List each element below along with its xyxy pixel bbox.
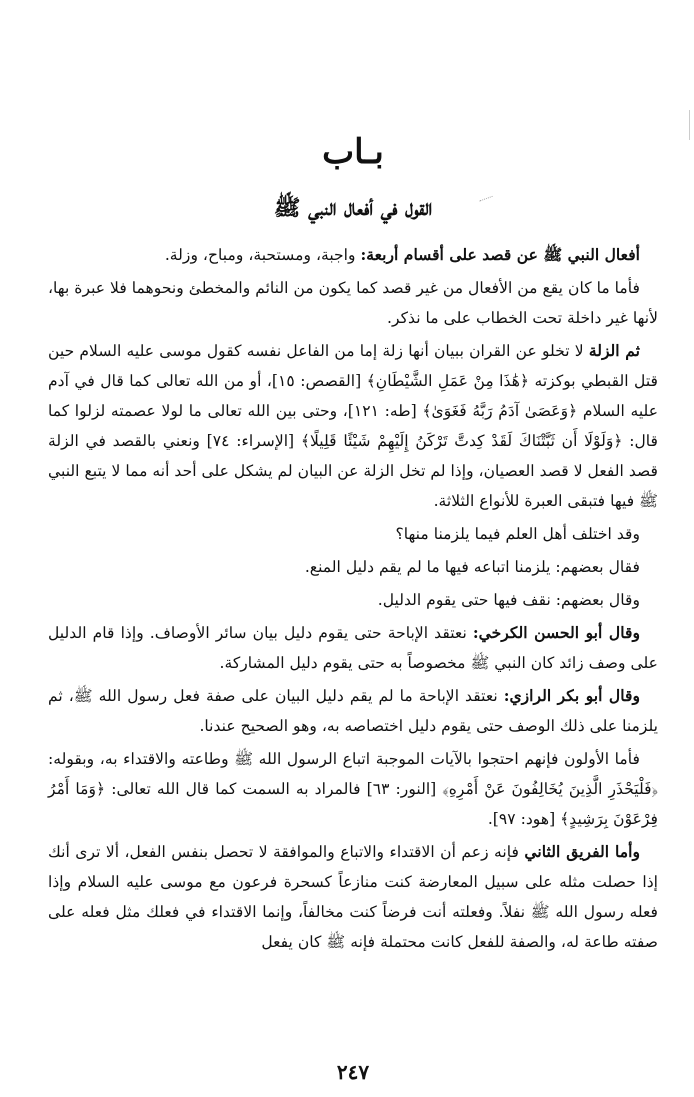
paragraph-text: نعتقد الإباحة ما لم يقم دليل البيان على صفة فعل رسول الله ﷺ، ثم يلزمنا على ذلك الوصف حتى يقوم دليل اختصاصه به، وهو الصحيح عندنا.: [48, 687, 658, 735]
chapter-title: بـاب: [322, 132, 384, 172]
paragraph-text: فأما ما كان يقع من الأفعال من غير قصد كما يكون من النائم والمخطئ ونحوهما فلا عبرة بها، لأنها غير داخلة تحت الخطاب على ما نذكر.: [48, 279, 658, 327]
paragraph-lead: وقال أبو بكر الرازي:: [503, 686, 640, 705]
page-number: ٢٤٧: [336, 1060, 370, 1084]
paragraph-text: وقال بعضهم: نقف فيها حتى يقوم الدليل.: [377, 591, 640, 609]
paragraph-text: لا تخلو عن القران ببيان أنها زلة إما من الفاعل نفسه كقول موسى عليه السلام حين قتل القبطي بوكزته ﴿هَٰذَا مِنْ عَمَلِ الشَّيْطَانِ﴾ [القصص: ١٥]، أو من الله تعالى كما قال في آدم عليه السلام ﴿وَعَصَىٰ آدَمُ رَبَّهُ فَغَوَىٰ﴾ [طه: ١٢١]، وحتى بين الله تعالى ما لولا عصمته لزلوا كما قال: ﴿وَلَوْلَا أَن ثَبَّتْنَاكَ لَقَدْ كِدتَّ تَرْكَنُ إِلَيْهِمْ شَيْئًا قَلِيلًا﴾ [الإسراء: ٧٤] ونعني بالقصد في الزلة قصد الفعل لا قصد العصيان، وإذا لم تخل الزلة عن البيان لم يشكل على أحد أنه مما لا يتبع النبي ﷺ فيها فتبقى العبرة للأنواع الثلاثة.: [48, 342, 659, 510]
paragraph-4: [48, 519, 658, 549]
paragraph-text: نعتقد الإباحة حتى يقوم دليل بيان سائر الأوصاف. وإذا قام الدليل على وصف زائد كان النبي ﷺ مخصوصاً به حتى يقوم دليل المشاركة.: [48, 624, 658, 672]
paragraph-text: فأما الأولون فإنهم احتجوا بالآيات الموجبة اتباع الرسول الله ﷺ وطاعته والاقتداء به، وبقوله: ﴿فَلْيَحْذَرِ الَّذِينَ يُخَالِفُونَ عَنْ أَمْرِهِ﴾ [النور: ٦٣] فالمراد به السمت كما قال الله تعالى: ﴿وَمَا أَمْرُ فِرْعَوْنَ بِرَشِيدٍ﴾ [هود: ٩٧].: [48, 750, 659, 828]
paragraph-lead: وقال أبو الحسن الكرخي:: [472, 623, 640, 642]
paragraph-lead: أفعال النبي ﷺ عن قصد على أقسام أربعة:: [360, 245, 640, 264]
paragraph-3: [48, 336, 658, 516]
paragraph-lead: ثم الزلة: [588, 341, 641, 360]
paragraph-1: [48, 240, 658, 270]
paragraph-2: [48, 273, 658, 333]
scan-edge-line: [689, 110, 690, 140]
paragraph-7: [48, 618, 658, 678]
paragraph-5: [48, 552, 658, 582]
paragraph-text: فإنه زعم أن الاقتداء والاتباع والموافقة لا تحصل بنفس الفعل، ألا ترى أنك إذا حصلت مثله على سبيل المعارضة كنت منازعاً كسحرة فرعون مع موسى عليه السلام وإذا فعله رسول الله ﷺ نفلاً. وفعلته أنت فرضاً كنت مخالفاً، وإنما الاقتداء في فعلك مثل فعله على صفته طاعة له، والصفة للفعل كانت محتملة فإنه ﷺ كان يفعل: [48, 843, 658, 951]
paragraph-10: [48, 837, 658, 957]
paragraph-lead: وأما الفريق الثاني: [524, 842, 640, 861]
paragraph-text: واجبة، ومستحبة، ومباح، وزلة.: [164, 246, 361, 264]
paragraph-6: [48, 585, 658, 615]
paragraph-text: وقد اختلف أهل العلم فيما يلزمنا منها؟: [395, 525, 640, 543]
section-title: القول في أفعال النبي ﷺ: [273, 195, 433, 221]
paragraph-9: [48, 744, 658, 834]
book-page: [48, 0, 658, 1097]
paragraph-8: [48, 681, 658, 741]
paragraph-text: فقال بعضهم: يلزمنا اتباعه فيها ما لم يقم دليل المنع.: [304, 558, 640, 576]
body-text: [48, 240, 658, 960]
